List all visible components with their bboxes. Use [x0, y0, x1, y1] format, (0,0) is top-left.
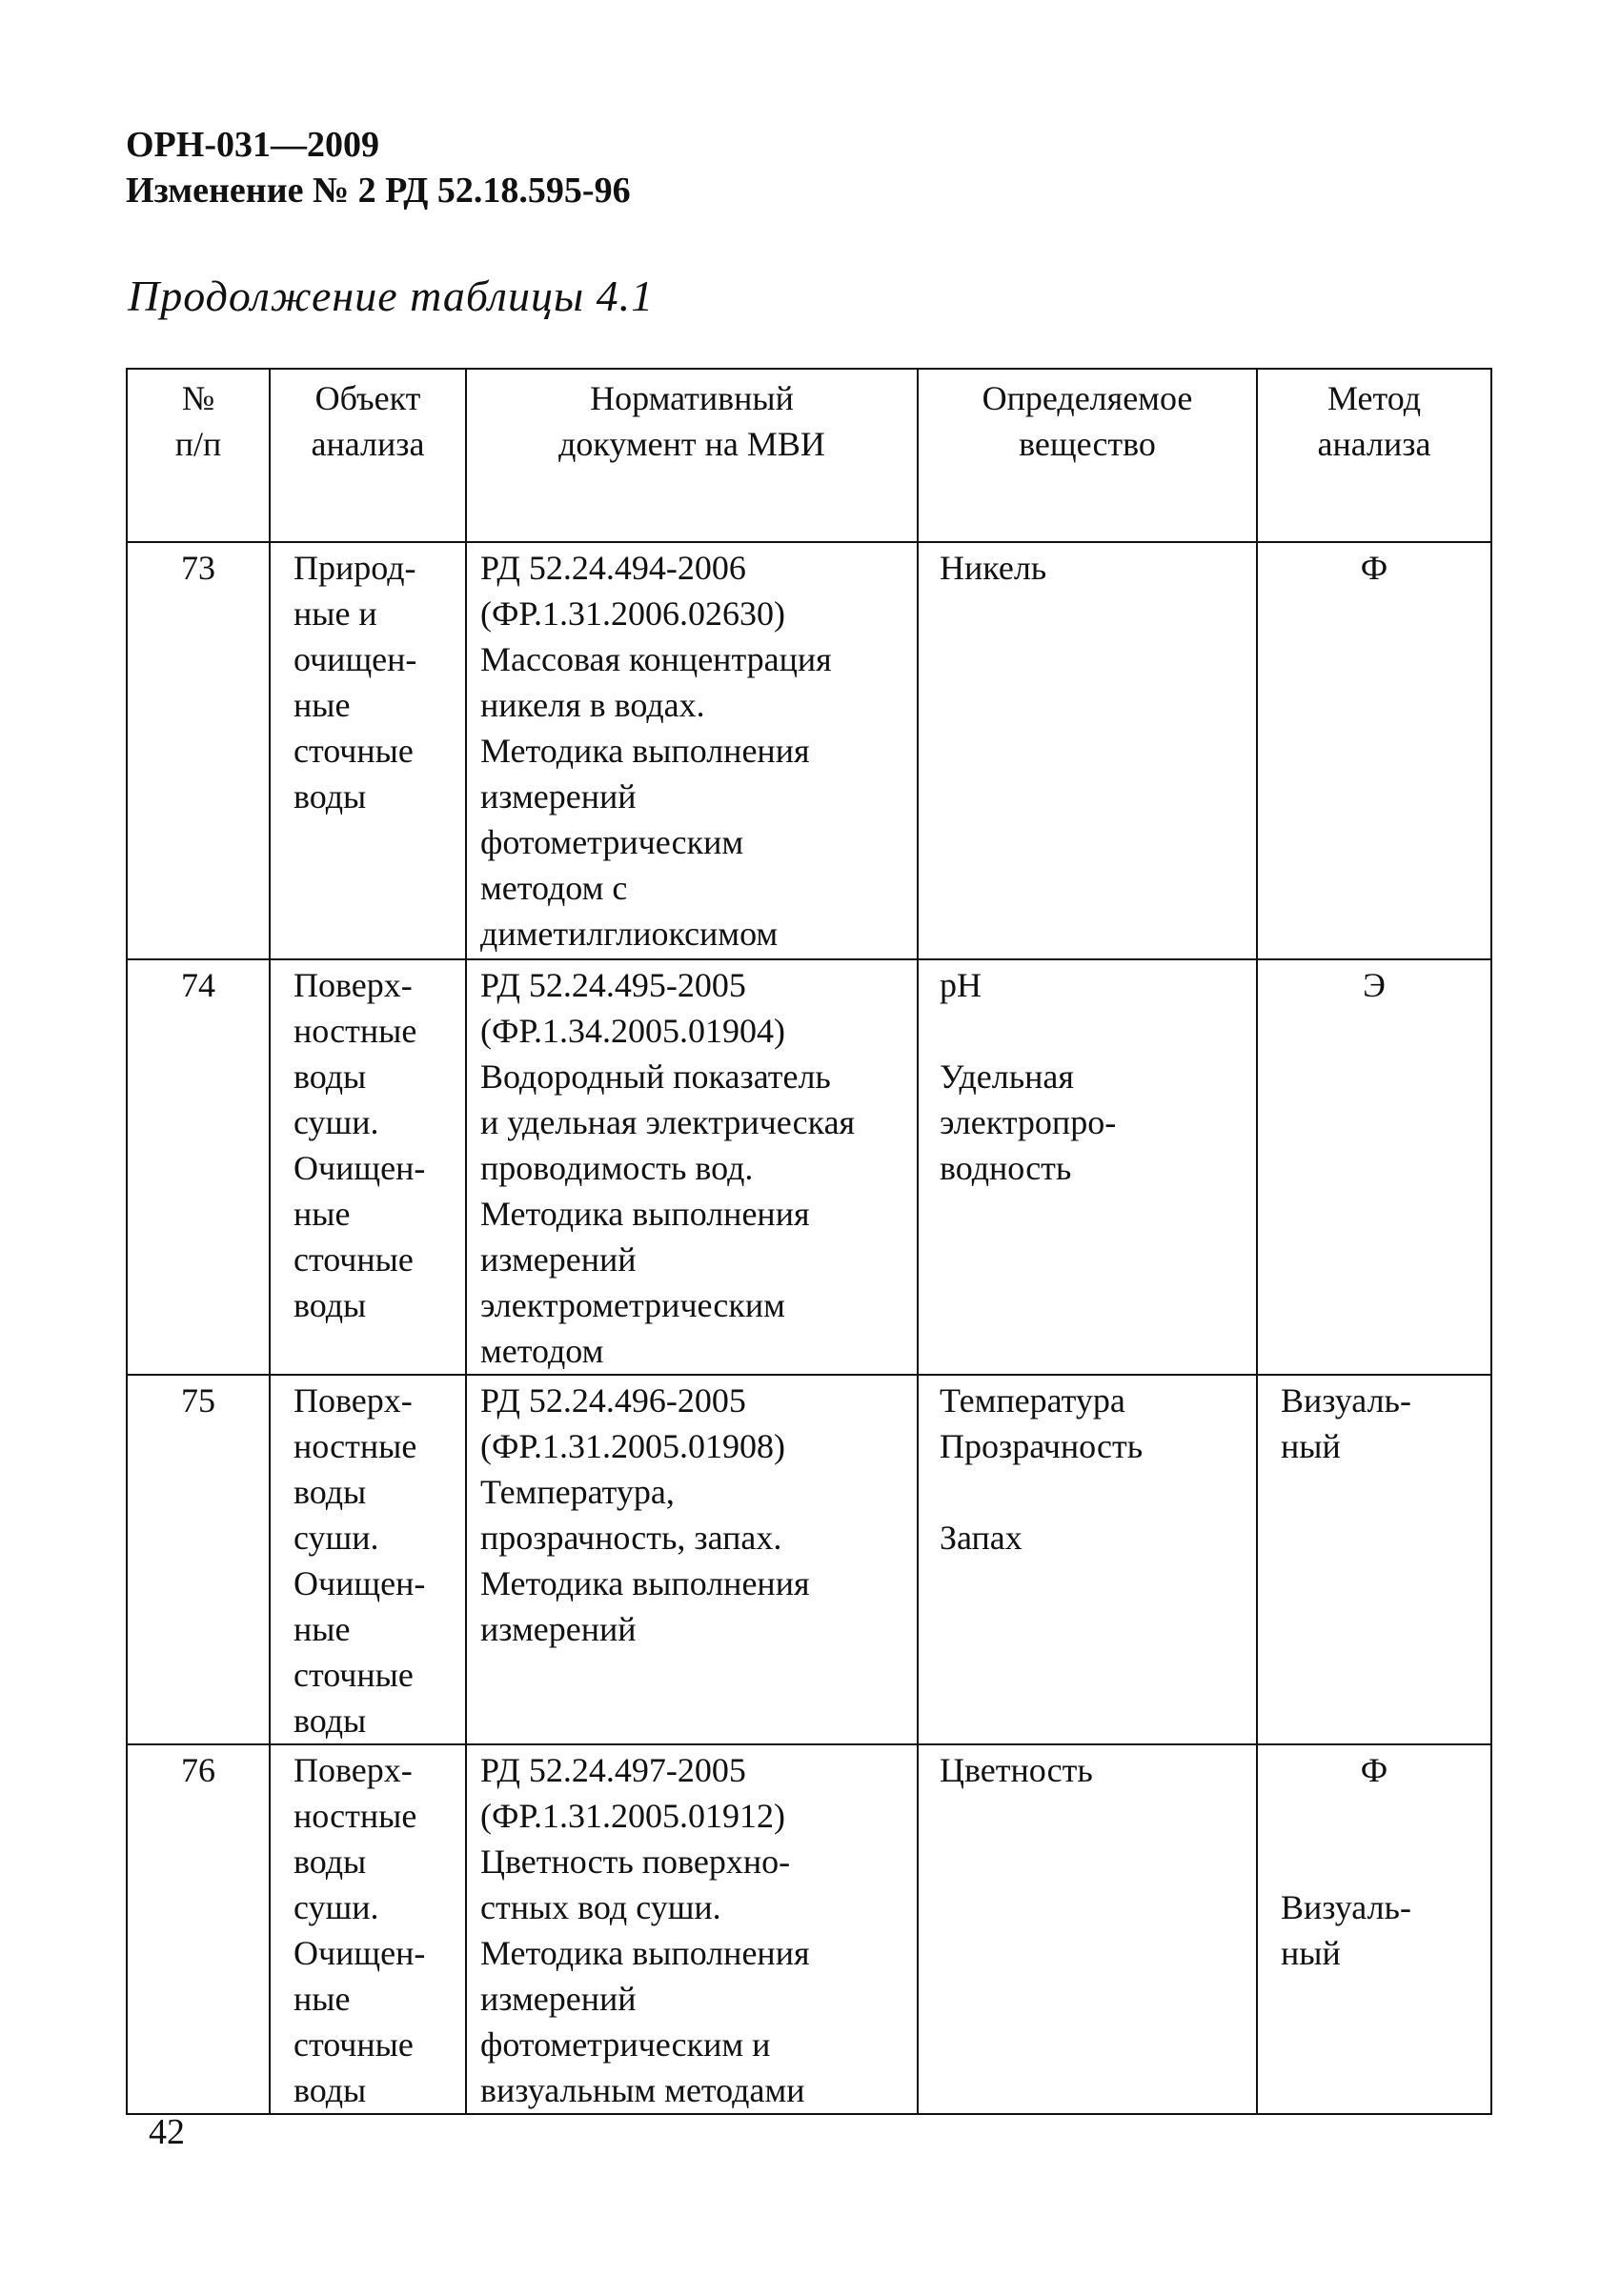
method-cell: Ф Визуаль- ный [1257, 1744, 1491, 2114]
row-number-cell: 74 [127, 959, 270, 1375]
substance-cell: Температура Прозрачность Запах [918, 1375, 1257, 1744]
analysis-object-cell: Поверх- ностные воды суши. Очищен- ные сточные воды [270, 1375, 466, 1744]
column-header-method: Метод анализа [1257, 369, 1491, 542]
method-cell: Э [1257, 959, 1491, 1375]
table-row [127, 1375, 1491, 1744]
substance-cell: Никель [918, 542, 1257, 959]
analysis-object-cell: Поверх- ностные воды суши. Очищен- ные сточные воды [270, 959, 466, 1375]
method-cell: Ф [1257, 542, 1491, 959]
column-header-document: Нормативный документ на МВИ [466, 369, 918, 542]
column-header-substance: Определяемое вещество [918, 369, 1257, 542]
column-header-object: Объект анализа [270, 369, 466, 542]
page-number: 42 [149, 2112, 185, 2152]
table-header-row [127, 369, 1491, 542]
table-row [127, 1744, 1491, 2114]
analysis-object-cell: Поверх- ностные воды суши. Очищен- ные сточные воды [270, 1744, 466, 2114]
normative-document-cell: РД 52.24.496-2005 (ФР.1.31.2005.01908) Температура, прозрачность, запах. Методика выполнения измерений [466, 1375, 918, 1744]
analysis-methods-table [126, 368, 1492, 2115]
document-code: ОРН-031—2009 [126, 125, 379, 165]
row-number-cell: 75 [127, 1375, 270, 1744]
table-caption: Продолжение таблицы 4.1 [128, 272, 655, 320]
column-header-number: № п/п [127, 369, 270, 542]
amendment-line: Изменение № 2 РД 52.18.595-96 [126, 171, 631, 211]
document-header [126, 122, 631, 213]
substance-cell: Цветность [918, 1744, 1257, 2114]
table-row [127, 959, 1491, 1375]
substance-cell: pH Удельная электропро- водность [918, 959, 1257, 1375]
table-row [127, 542, 1491, 959]
row-number-cell: 73 [127, 542, 270, 959]
analysis-object-cell: Природ- ные и очищен- ные сточные воды [270, 542, 466, 959]
row-number-cell: 76 [127, 1744, 270, 2114]
normative-document-cell: РД 52.24.494-2006 (ФР.1.31.2006.02630) Массовая концентрация никеля в водах. Методика выполнения измерений фотометрическим методом с диметилглиоксимом [466, 542, 918, 959]
normative-document-cell: РД 52.24.497-2005 (ФР.1.31.2005.01912) Цветность поверхно- стных вод суши. Методика выполнения измерений фотометрическим и визуальным методами [466, 1744, 918, 2114]
normative-document-cell: РД 52.24.495-2005 (ФР.1.34.2005.01904) Водородный показатель и удельная электрическая проводимость вод. Методика выполнения измерений электрометрическим методом [466, 959, 918, 1375]
method-cell: Визуаль- ный [1257, 1375, 1491, 1744]
